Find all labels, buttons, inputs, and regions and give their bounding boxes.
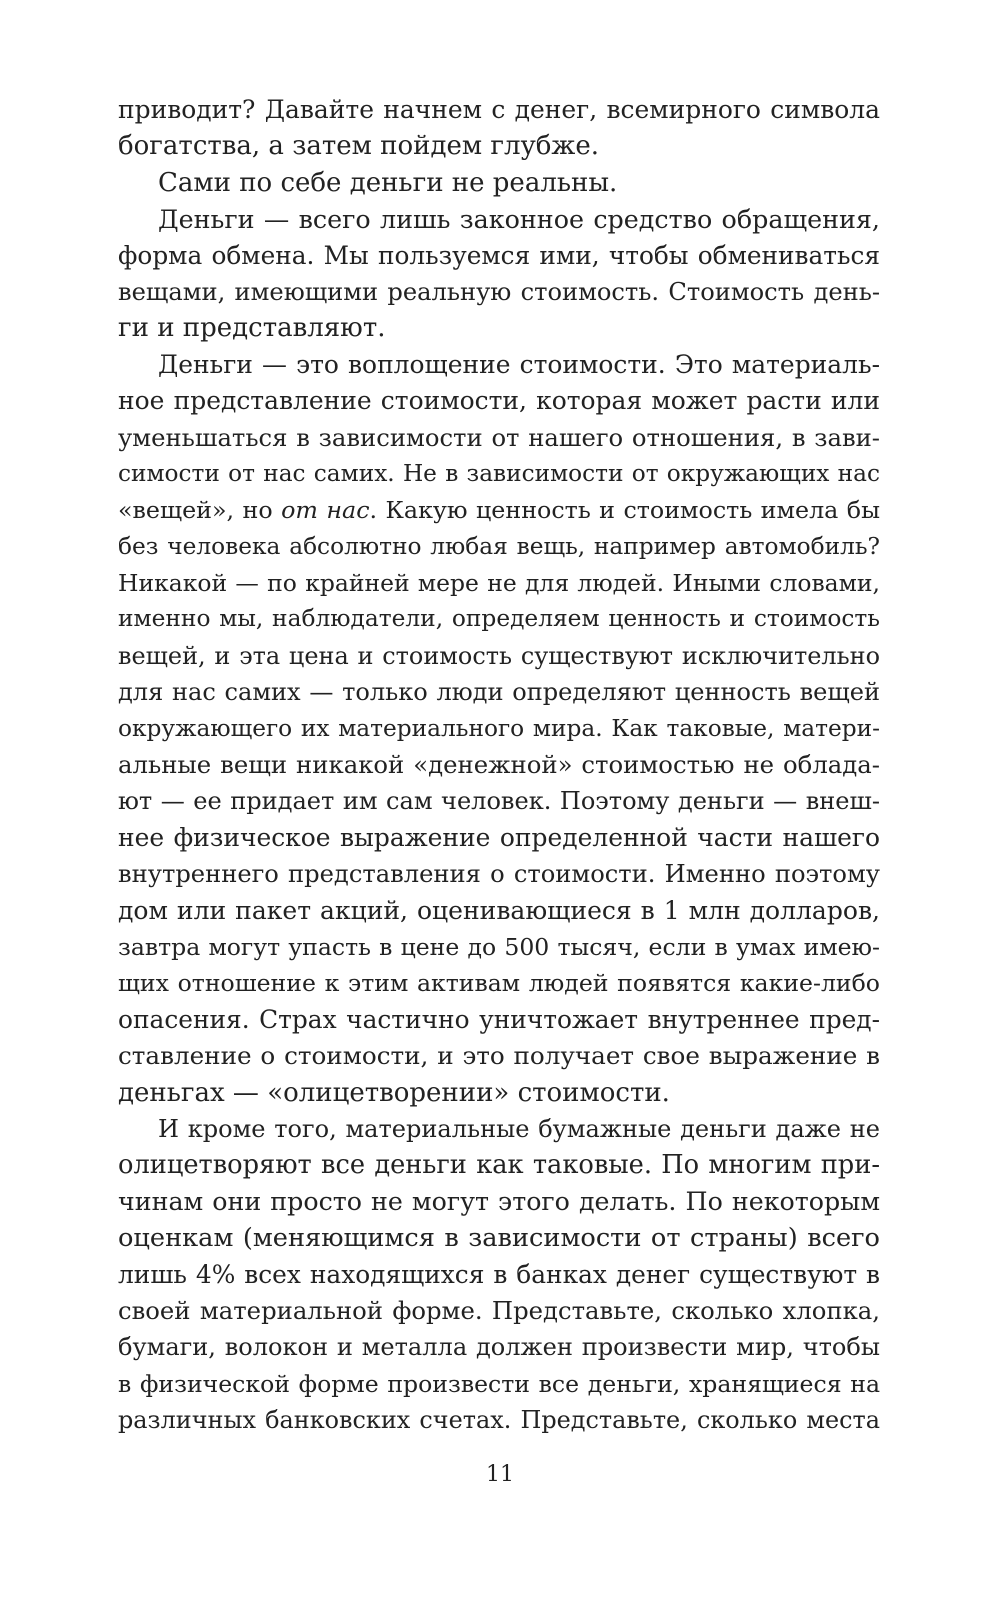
text-line: нее физическое выражение определенной части нашего (118, 822, 880, 852)
text-line: форма обмена. Мы пользуемся ими, чтобы обмениваться (118, 240, 880, 270)
text-line: щих отношение к этим активам людей появятся какие-либо (118, 969, 880, 998)
text-line: дом или пакет акций, оценивающиеся в 1 млн долларов, (118, 895, 880, 925)
text-line: богатства, а затем пойдем глубже. (118, 131, 599, 162)
page-number: 11 (486, 1462, 514, 1487)
text-line: симости от нас самих. Не в зависимости от окружающих нас (118, 459, 880, 487)
text-line: вещами, имеющими реальную стоимость. Стоимость день- (118, 277, 880, 306)
text-line: Сами по себе деньги не реальны. (158, 167, 618, 198)
text-line: ют — ее придает им сам человек. Поэтому деньги — внеш- (118, 787, 880, 816)
text-line: в физической форме произвести все деньги, хранящиеся на (118, 1369, 880, 1398)
text-line: Деньги — это воплощение стоимости. Это материаль- (158, 349, 880, 379)
text-line: «вещей», но от нас. Какую ценность и стоимость имела бы (118, 496, 880, 525)
text-line: приводит? Давайте начнем с денег, всемирного символа (118, 95, 880, 124)
text-line: чинам они просто не могут этого делать. По некоторым (118, 1186, 880, 1216)
text-line: Деньги — всего лишь законное средство обращения, (158, 204, 880, 235)
text-line: ставление о стоимости, и это получает свое выражение в (118, 1041, 880, 1071)
text-line: бумаги, волокон и металла должен произвести мир, чтобы (118, 1333, 880, 1362)
text-line: олицетворяют все деньги как таковые. По многим при- (118, 1150, 880, 1181)
text-line: ное представление стоимости, которая может расти или (118, 386, 880, 416)
text-line: опасения. Страх частично уничтожает внутреннее пред- (118, 1004, 880, 1034)
text-line: уменьшаться в зависимости от нашего отношения, в зави- (118, 422, 880, 452)
text-line: И кроме того, материальные бумажные деньги даже не (158, 1114, 880, 1143)
text-line: деньгах — «олицетворении» стоимости. (118, 1077, 670, 1108)
text-line: своей материальной форме. Представьте, сколько хлопка, (118, 1295, 880, 1325)
text-line: для нас самих — только люди определяют ценность вещей (118, 678, 880, 707)
text-line: внутреннего представления о стоимости. Именно поэтому (118, 860, 880, 889)
text-line: именно мы, наблюдатели, определяем ценность и стоимость (118, 605, 880, 633)
text-line: лишь 4% всех находящихся в банках денег существуют в (118, 1259, 880, 1289)
text-line: альные вещи никакой «денежной» стоимостью не облада- (118, 750, 880, 780)
text-line: окружающего их материального мира. Как таковые, матери- (118, 714, 880, 742)
text-line: Никакой — по крайней мере не для людей. Иными словами, (118, 569, 880, 598)
text-line: ги и представляют. (118, 313, 386, 344)
body-text (118, 92, 880, 1438)
text-line: оценкам (меняющимся в зависимости от страны) всего (118, 1223, 880, 1254)
text-line: завтра могут упасть в цене до 500 тысяч, если в умах имею- (118, 932, 880, 961)
text-line: вещей, и эта цена и стоимость существуют исключительно (118, 641, 880, 670)
text-line: различных банковских счетах. Представьте, сколько места (118, 1406, 880, 1435)
emphasis: от нас (281, 496, 370, 525)
text-line: без человека абсолютно любая вещь, например автомобиль? (118, 532, 880, 560)
